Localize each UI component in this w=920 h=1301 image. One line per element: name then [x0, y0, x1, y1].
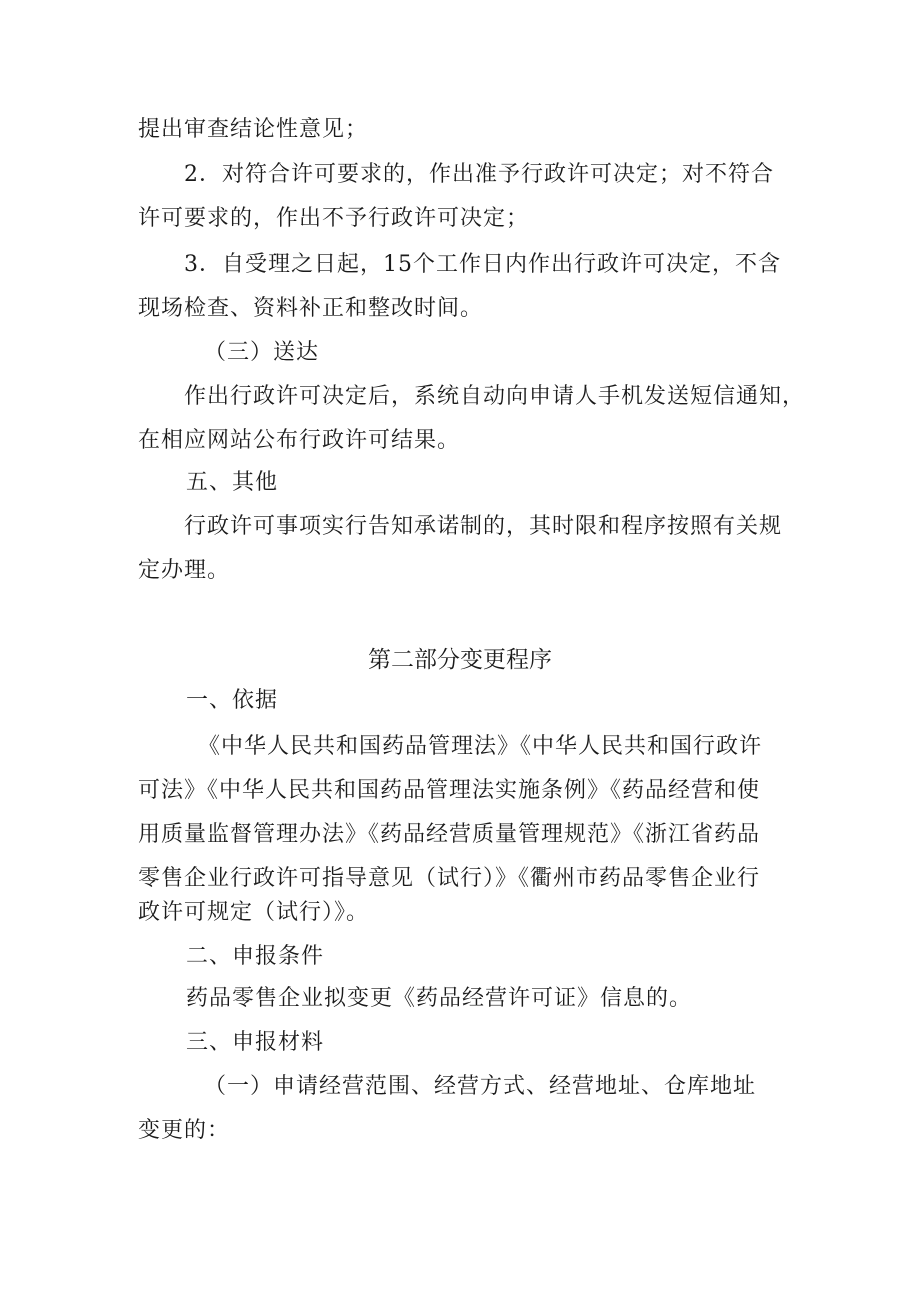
part-title: 第二部分变更程序: [368, 647, 552, 673]
section-heading: 五、其他: [186, 470, 279, 495]
paragraph-line: 提出审查结论性意见；: [138, 117, 369, 142]
paragraph-line: 行政许可事项实行告知承诺制的，其时限和程序按照有关规: [184, 514, 783, 539]
paragraph-line: 用质量监督管理办法》《药品经营质量管理规范》《浙江省药品: [138, 822, 761, 847]
paragraph-line: 在相应网站公布行政许可结果。: [138, 428, 461, 453]
paragraph-line: 作出行政许可决定后，系统自动向申请人手机发送短信通知，: [184, 384, 806, 409]
paragraph-line: 政许可规定（试行）》。: [138, 900, 370, 925]
paragraph-line: 定办理。: [138, 558, 231, 583]
paragraph-line: 3．自受理之日起，15个工作日内作出行政许可决定，不含: [184, 252, 781, 277]
paragraph-line: 药品零售企业拟变更《药品经营许可证》信息的。: [186, 986, 693, 1011]
paragraph-line: 2．对符合许可要求的，作出准予行政许可决定；对不符合: [184, 162, 774, 187]
paragraph-line: 零售企业行政许可指导意见（试行）》《衢州市药品零售企业行: [138, 866, 761, 891]
paragraph-line: 许可要求的，作出不予行政许可决定；: [138, 206, 530, 231]
paragraph-line: 变更的：: [138, 1118, 231, 1143]
section-heading: 三、申报材料: [186, 1030, 325, 1055]
section-heading: 一、依据: [186, 688, 279, 713]
paragraph-line: 可法》《中华人民共和国药品管理法实施条例》《药品经营和使: [138, 778, 761, 803]
paragraph-line: 现场检查、资料补正和整改时间。: [138, 296, 484, 321]
paragraph-line: 《中华人民共和国药品管理法》《中华人民共和国行政许: [198, 734, 763, 759]
section-heading: 二、申报条件: [186, 944, 325, 969]
paragraph-line: （一）申请经营范围、经营方式、经营地址、仓库地址: [204, 1074, 757, 1099]
section-heading: （三）送达: [204, 340, 320, 365]
